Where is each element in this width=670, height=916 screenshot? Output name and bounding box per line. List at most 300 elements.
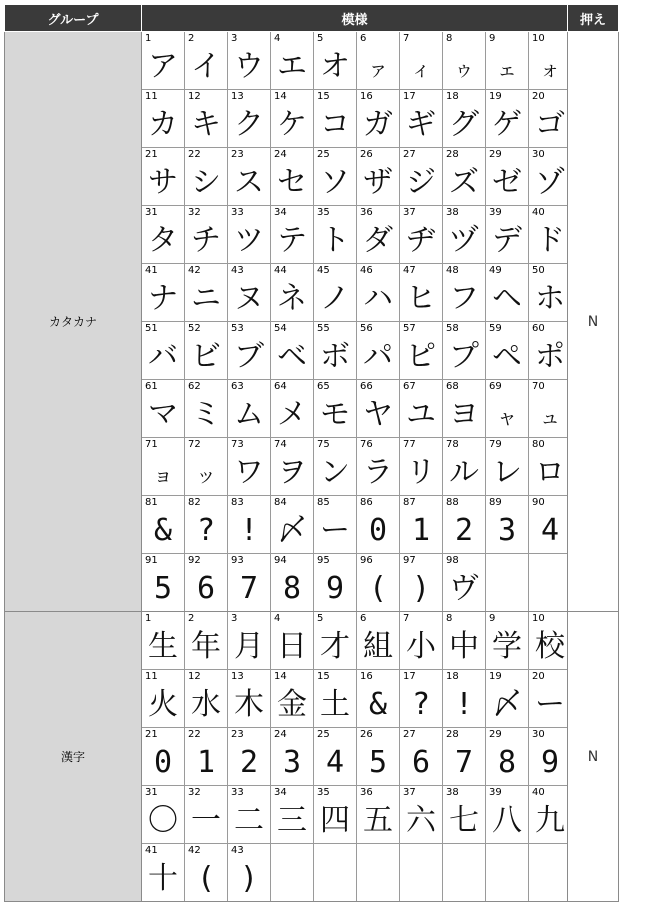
- pattern-cell: [486, 90, 529, 148]
- pattern-cell: [529, 322, 572, 380]
- pattern-glyph: 四: [320, 803, 350, 838]
- pattern-cell: [142, 554, 185, 612]
- pattern-row: [142, 728, 571, 786]
- pattern-glyph: タ: [148, 223, 178, 258]
- pattern-number: 85: [317, 497, 330, 508]
- pattern-cell: [228, 32, 271, 90]
- pattern-glyph: ラ: [363, 455, 393, 490]
- pattern-number: 16: [360, 91, 373, 102]
- pattern-glyph: ゼ: [492, 165, 522, 200]
- pattern-number: 53: [231, 323, 244, 334]
- pattern-glyph: 九: [535, 803, 565, 838]
- pattern-glyph: 1: [196, 745, 216, 780]
- pattern-number: 23: [231, 149, 244, 160]
- pattern-cell: [228, 728, 271, 786]
- pattern-cell: [400, 206, 443, 264]
- pattern-number: 22: [188, 729, 201, 740]
- pattern-glyph: 学: [492, 629, 522, 664]
- pattern-number: 14: [274, 91, 287, 102]
- pattern-glyph: [400, 859, 442, 899]
- pattern-cell: [400, 554, 443, 612]
- pattern-glyph: ヅ: [449, 223, 479, 258]
- pattern-cell: [357, 554, 400, 612]
- pattern-number: 10: [532, 613, 545, 624]
- pattern-glyph: ン: [320, 455, 350, 490]
- pattern-glyph: ヒ: [406, 281, 436, 316]
- pattern-glyph: [529, 859, 571, 899]
- pattern-number: 17: [403, 671, 416, 682]
- pattern-cell: [142, 844, 185, 902]
- pattern-cell: [142, 612, 185, 670]
- pattern-glyph: ア: [148, 49, 178, 84]
- pattern-number: 43: [231, 265, 244, 276]
- pattern-cell: [314, 786, 357, 844]
- pattern-cell: [486, 670, 529, 728]
- pattern-cell: [486, 322, 529, 380]
- pattern-glyph: デ: [492, 223, 522, 258]
- pattern-number: 26: [360, 729, 373, 740]
- pattern-number: 47: [403, 265, 416, 276]
- pattern-number: 33: [231, 787, 244, 798]
- pattern-row: [142, 264, 571, 322]
- pattern-cell: [185, 728, 228, 786]
- pattern-cell: [271, 322, 314, 380]
- pattern-number: 23: [231, 729, 244, 740]
- pattern-glyph: 生: [148, 629, 178, 664]
- pattern-cell: [529, 612, 572, 670]
- pattern-glyph: ナ: [148, 281, 178, 316]
- pattern-row: [142, 32, 571, 90]
- pattern-glyph: ヘ: [492, 281, 522, 316]
- pattern-cell: [486, 438, 529, 496]
- pattern-number: 57: [403, 323, 416, 334]
- pattern-glyph: ォ: [540, 57, 560, 81]
- header-group: グループ: [5, 5, 142, 32]
- pattern-cell: [443, 670, 486, 728]
- pattern-cell: [271, 264, 314, 322]
- pattern-number: 13: [231, 671, 244, 682]
- pattern-glyph: &: [153, 513, 173, 548]
- pattern-glyph: 金: [277, 687, 307, 722]
- pattern-number: 93: [231, 555, 244, 566]
- pattern-cell: [529, 728, 572, 786]
- pattern-grid: [142, 32, 571, 611]
- pattern-number: 91: [145, 555, 158, 566]
- pattern-number: 21: [145, 729, 158, 740]
- pattern-glyph: ュ: [540, 405, 560, 429]
- pattern-glyph: 6: [196, 571, 216, 606]
- pattern-number: 75: [317, 439, 330, 450]
- pattern-glyph: ァ: [368, 57, 388, 81]
- pattern-cell: [314, 90, 357, 148]
- pattern-number: 31: [145, 787, 158, 798]
- pattern-cell: [228, 264, 271, 322]
- pattern-number: 34: [274, 207, 287, 218]
- pattern-glyph: ベ: [277, 339, 307, 374]
- pattern-number: 1: [145, 613, 152, 624]
- pattern-glyph: マ: [148, 397, 178, 432]
- pattern-cell: [228, 670, 271, 728]
- pattern-glyph: [486, 859, 528, 899]
- pattern-number: 88: [446, 497, 459, 508]
- pattern-cell: [314, 496, 357, 554]
- pattern-glyph: 0: [153, 745, 173, 780]
- pattern-cell: [443, 322, 486, 380]
- pattern-glyph: [314, 859, 356, 899]
- pattern-number: 16: [360, 671, 373, 682]
- pattern-number: 40: [532, 207, 545, 218]
- pattern-number: 34: [274, 787, 287, 798]
- pattern-number: 30: [532, 729, 545, 740]
- pattern-grid: [142, 612, 571, 901]
- pattern-cell: [228, 844, 271, 902]
- pattern-glyph: 六: [406, 803, 436, 838]
- pattern-number: 39: [489, 207, 502, 218]
- pattern-row: [142, 670, 571, 728]
- pattern-number: 11: [145, 91, 158, 102]
- pattern-glyph: ): [411, 571, 431, 606]
- pattern-cell: [185, 554, 228, 612]
- pattern-glyph: [486, 569, 528, 609]
- pattern-cell: [142, 148, 185, 206]
- pattern-cell: [443, 844, 486, 902]
- pattern-number: 11: [145, 671, 158, 682]
- pattern-cell: [271, 380, 314, 438]
- pattern-cell: [228, 786, 271, 844]
- pattern-cell: [400, 380, 443, 438]
- pattern-cell: [357, 90, 400, 148]
- pattern-number: 24: [274, 729, 287, 740]
- pattern-glyph: 火: [148, 687, 178, 722]
- pattern-glyph: プ: [449, 339, 479, 374]
- pattern-number: 30: [532, 149, 545, 160]
- pattern-glyph: コ: [320, 107, 350, 142]
- pattern-cell: [357, 728, 400, 786]
- pattern-glyph: 〆: [492, 687, 522, 722]
- pattern-cell: [228, 612, 271, 670]
- pattern-number: 45: [317, 265, 330, 276]
- pattern-glyph: [529, 569, 571, 609]
- pattern-number: 7: [403, 33, 410, 44]
- pattern-cell: [228, 322, 271, 380]
- pattern-cell: [271, 670, 314, 728]
- pattern-cell: [357, 844, 400, 902]
- pattern-cell: [271, 844, 314, 902]
- pattern-glyph: ウ: [234, 49, 264, 84]
- pattern-glyph: 6: [411, 745, 431, 780]
- pattern-glyph: イ: [191, 49, 221, 84]
- pattern-cell: [486, 264, 529, 322]
- pattern-cell: [271, 728, 314, 786]
- pattern-glyph: オ: [320, 49, 350, 84]
- pattern-cell: [185, 32, 228, 90]
- pattern-number: 5: [317, 613, 324, 624]
- pattern-cell: [314, 206, 357, 264]
- pattern-cell: [357, 496, 400, 554]
- pattern-glyph: ピ: [406, 339, 436, 374]
- pattern-glyph: 木: [234, 687, 264, 722]
- pattern-glyph: &: [368, 687, 388, 722]
- pattern-glyph: ): [239, 861, 259, 896]
- pattern-cell: [142, 90, 185, 148]
- pattern-glyph: 三: [277, 803, 307, 838]
- pattern-glyph: ダ: [363, 223, 393, 258]
- pattern-cell: [443, 438, 486, 496]
- pattern-cell: [357, 670, 400, 728]
- pattern-cell: [314, 32, 357, 90]
- pattern-number: 38: [446, 787, 459, 798]
- pattern-glyph: ゥ: [454, 57, 474, 81]
- pattern-glyph: 4: [540, 513, 560, 548]
- pattern-number: 27: [403, 149, 416, 160]
- pattern-cell: [400, 612, 443, 670]
- pattern-number: 21: [145, 149, 158, 160]
- pattern-number: 24: [274, 149, 287, 160]
- group-name: カタカナ: [5, 32, 142, 612]
- pattern-number: 14: [274, 671, 287, 682]
- pattern-cell: [486, 786, 529, 844]
- pattern-cell: [185, 612, 228, 670]
- pattern-number: 1: [145, 33, 152, 44]
- pattern-row: [142, 496, 571, 554]
- pattern-number: 50: [532, 265, 545, 276]
- pattern-cell: [400, 438, 443, 496]
- pattern-grid-cell: [142, 32, 568, 612]
- pattern-cell: [142, 32, 185, 90]
- pattern-glyph: ス: [234, 165, 264, 200]
- pattern-cell: [185, 670, 228, 728]
- pattern-number: 68: [446, 381, 459, 392]
- pattern-cell: [529, 206, 572, 264]
- pattern-cell: [529, 380, 572, 438]
- pattern-glyph: 校: [535, 629, 565, 664]
- pattern-number: 51: [145, 323, 158, 334]
- pattern-cell: [314, 322, 357, 380]
- pattern-cell: [228, 496, 271, 554]
- pattern-glyph: ペ: [492, 339, 522, 374]
- pattern-glyph: ニ: [191, 281, 221, 316]
- pattern-glyph: 8: [282, 571, 302, 606]
- pattern-number: 35: [317, 787, 330, 798]
- pattern-number: 17: [403, 91, 416, 102]
- pattern-cell: [228, 554, 271, 612]
- pattern-number: 49: [489, 265, 502, 276]
- pattern-number: 19: [489, 671, 502, 682]
- pattern-cell: [142, 786, 185, 844]
- pattern-cell: [142, 496, 185, 554]
- pattern-glyph: 7: [239, 571, 259, 606]
- pattern-glyph: 水: [191, 687, 221, 722]
- pattern-number: 5: [317, 33, 324, 44]
- pattern-cell: [486, 728, 529, 786]
- pattern-number: 26: [360, 149, 373, 160]
- pattern-glyph: 4: [325, 745, 345, 780]
- pattern-number: 27: [403, 729, 416, 740]
- pattern-number: 84: [274, 497, 287, 508]
- pattern-cell: [443, 148, 486, 206]
- pattern-number: 41: [145, 265, 158, 276]
- pattern-cell: [443, 32, 486, 90]
- pattern-number: 6: [360, 33, 367, 44]
- pattern-glyph: サ: [148, 165, 178, 200]
- pattern-glyph: 〆: [277, 513, 307, 548]
- pattern-cell: [271, 90, 314, 148]
- pattern-cell: [400, 148, 443, 206]
- pattern-cell: [271, 438, 314, 496]
- pattern-glyph: ク: [234, 107, 264, 142]
- pattern-glyph: 土: [320, 687, 350, 722]
- pattern-glyph: ガ: [363, 107, 393, 142]
- pattern-cell: [443, 206, 486, 264]
- pattern-glyph: ケ: [277, 107, 307, 142]
- pattern-glyph: ゾ: [535, 165, 565, 200]
- pattern-glyph: [443, 859, 485, 899]
- pattern-number: 42: [188, 265, 201, 276]
- pattern-number: 6: [360, 613, 367, 624]
- pattern-glyph: ム: [234, 397, 264, 432]
- pattern-number: 56: [360, 323, 373, 334]
- pattern-cell: [486, 32, 529, 90]
- pattern-cell: [228, 90, 271, 148]
- pattern-number: 40: [532, 787, 545, 798]
- pattern-cell: [185, 148, 228, 206]
- group-row: [5, 612, 619, 902]
- pattern-number: 41: [145, 845, 158, 856]
- pattern-number: 58: [446, 323, 459, 334]
- pattern-number: 8: [446, 613, 453, 624]
- pattern-cell: [529, 32, 572, 90]
- pattern-number: 54: [274, 323, 287, 334]
- pattern-cell: [142, 380, 185, 438]
- pattern-glyph: 3: [282, 745, 302, 780]
- pattern-number: 63: [231, 381, 244, 392]
- pattern-number: 32: [188, 207, 201, 218]
- pattern-glyph: ミ: [191, 397, 221, 432]
- pattern-glyph: ヤ: [363, 397, 393, 432]
- pattern-number: 77: [403, 439, 416, 450]
- pattern-cell: [400, 90, 443, 148]
- pattern-glyph: (: [196, 861, 216, 896]
- pattern-glyph: 5: [153, 571, 173, 606]
- pattern-glyph: 十: [148, 861, 178, 896]
- pattern-table: [4, 4, 619, 902]
- pattern-number: 72: [188, 439, 201, 450]
- pattern-row: [142, 322, 571, 380]
- pattern-number: 65: [317, 381, 330, 392]
- pattern-number: 28: [446, 729, 459, 740]
- pattern-cell: [271, 612, 314, 670]
- pattern-glyph: 3: [497, 513, 517, 548]
- pattern-number: 20: [532, 91, 545, 102]
- pattern-glyph: ト: [320, 223, 350, 258]
- pattern-glyph: 2: [239, 745, 259, 780]
- pattern-cell: [314, 670, 357, 728]
- pattern-number: 97: [403, 555, 416, 566]
- pattern-glyph: ヨ: [449, 397, 479, 432]
- pattern-number: 73: [231, 439, 244, 450]
- pattern-number: 86: [360, 497, 373, 508]
- pattern-grid-cell: [142, 612, 568, 902]
- pattern-cell: [443, 90, 486, 148]
- pattern-number: 35: [317, 207, 330, 218]
- pattern-number: 55: [317, 323, 330, 334]
- pattern-number: 8: [446, 33, 453, 44]
- pattern-cell: [185, 380, 228, 438]
- pattern-glyph: ワ: [234, 455, 264, 490]
- pattern-glyph: ョ: [153, 463, 173, 487]
- pattern-cell: [357, 438, 400, 496]
- pattern-cell: [185, 844, 228, 902]
- pattern-glyph: 五: [363, 803, 393, 838]
- pattern-glyph: 2: [454, 513, 474, 548]
- pattern-glyph: ィ: [411, 57, 431, 81]
- pattern-glyph: 5: [368, 745, 388, 780]
- pattern-cell: [228, 438, 271, 496]
- pattern-cell: [271, 496, 314, 554]
- pattern-cell: [228, 148, 271, 206]
- pattern-glyph: ヂ: [406, 223, 436, 258]
- pattern-cell: [529, 844, 572, 902]
- pattern-glyph: ド: [535, 223, 565, 258]
- pattern-number: 66: [360, 381, 373, 392]
- pattern-cell: [443, 728, 486, 786]
- pattern-glyph: ッ: [196, 463, 216, 487]
- pattern-cell: [271, 554, 314, 612]
- pattern-number: 12: [188, 91, 201, 102]
- pattern-number: 3: [231, 613, 238, 624]
- pattern-glyph: 1: [411, 513, 431, 548]
- pattern-number: 64: [274, 381, 287, 392]
- pattern-glyph: エ: [277, 49, 307, 84]
- pattern-cell: [357, 612, 400, 670]
- pattern-number: 42: [188, 845, 201, 856]
- pattern-number: 90: [532, 497, 545, 508]
- pattern-cell: [529, 264, 572, 322]
- pattern-number: 3: [231, 33, 238, 44]
- pattern-glyph: ホ: [535, 281, 565, 316]
- pattern-number: 15: [317, 91, 330, 102]
- pattern-cell: [228, 380, 271, 438]
- pattern-glyph: パ: [363, 339, 393, 374]
- pattern-number: 36: [360, 207, 373, 218]
- pattern-glyph: ロ: [535, 455, 565, 490]
- pattern-glyph: 0: [368, 513, 388, 548]
- pattern-glyph: 組: [363, 629, 393, 664]
- pattern-glyph: !: [454, 687, 474, 722]
- pattern-glyph: 8: [497, 745, 517, 780]
- pattern-number: 48: [446, 265, 459, 276]
- pattern-glyph: カ: [148, 107, 178, 142]
- pattern-cell: [443, 264, 486, 322]
- pattern-cell: [142, 206, 185, 264]
- pattern-row: [142, 90, 571, 148]
- pattern-cell: [314, 728, 357, 786]
- pattern-number: 2: [188, 613, 195, 624]
- pattern-cell: [271, 206, 314, 264]
- pattern-cell: [529, 90, 572, 148]
- pattern-number: 19: [489, 91, 502, 102]
- pattern-glyph: モ: [320, 397, 350, 432]
- pattern-number: 52: [188, 323, 201, 334]
- pattern-number: 60: [532, 323, 545, 334]
- pattern-number: 79: [489, 439, 502, 450]
- pattern-glyph: グ: [449, 107, 479, 142]
- pattern-glyph: 7: [454, 745, 474, 780]
- pattern-number: 10: [532, 33, 545, 44]
- pattern-cell: [314, 844, 357, 902]
- pattern-glyph: ブ: [234, 339, 264, 374]
- pattern-glyph: 月: [234, 629, 264, 664]
